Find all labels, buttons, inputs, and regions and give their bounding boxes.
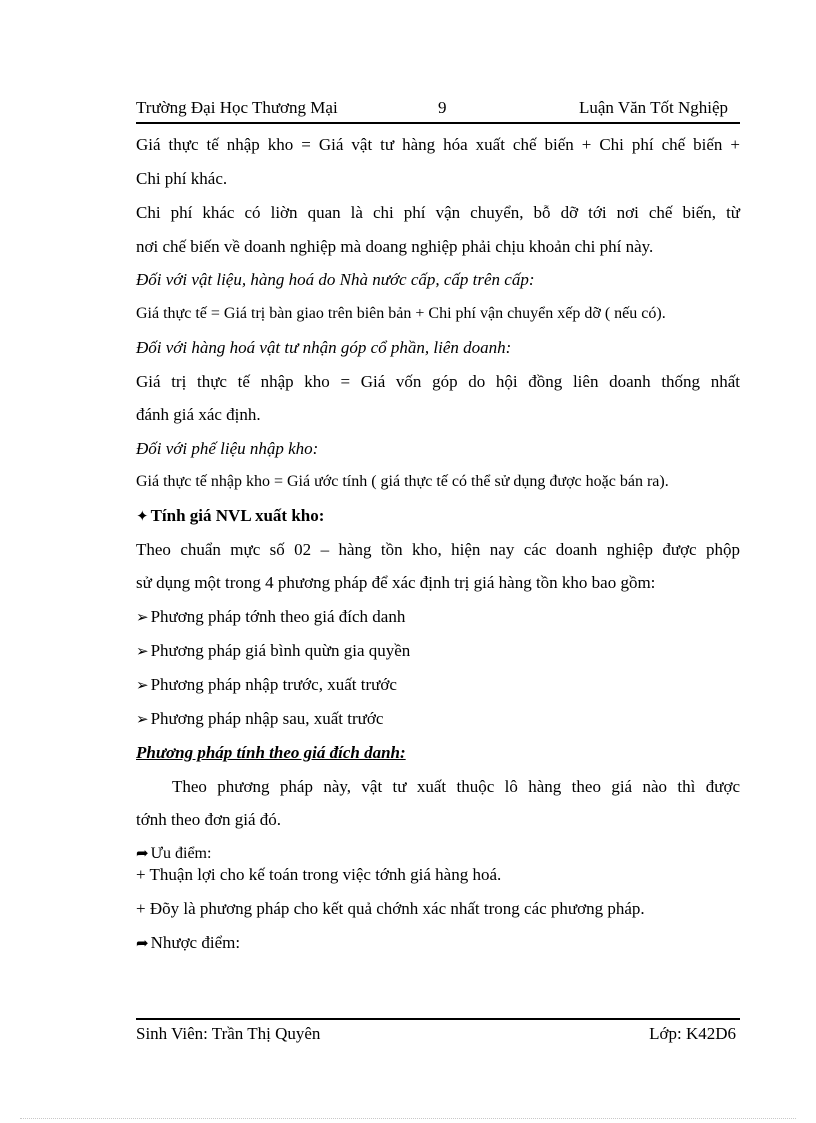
section-heading bbox=[136, 505, 740, 527]
body-line: đánh giá xác định. bbox=[136, 405, 261, 424]
header-school: Trường Đại Học Thương Mại bbox=[136, 98, 338, 117]
body-line: Theo chuẩn mực số 02 – hàng tồn kho, hiện nay các doanh nghiệp được phộp bbox=[136, 540, 740, 559]
body-line: Chi phí khác có liờn quan là chi phí vận chuyển, bỗ dỡ tới nơi chế biến, từ bbox=[136, 203, 740, 222]
section-heading-text: Tính giá NVL xuất kho: bbox=[150, 506, 325, 525]
body-line: tớnh theo đơn giá đó. bbox=[136, 810, 281, 829]
footer-class: Lớp: K42D6 bbox=[649, 1024, 736, 1043]
italic-subheading: Đối với vật liệu, hàng hoá do Nhà nước cấp, cấp trên cấp: bbox=[136, 270, 535, 289]
footer-rule bbox=[136, 1018, 740, 1020]
body-line: nơi chế biến về doanh nghiệp mà doang nghiệp phải chịu khoản chi phí này. bbox=[136, 237, 654, 256]
header-doc-type: Luận Văn Tốt Nghiệp bbox=[578, 98, 728, 117]
list-item bbox=[136, 674, 740, 696]
body-line: + Đõy là phương pháp cho kết quả chớnh xác nhất trong các phương pháp. bbox=[136, 899, 645, 918]
body-line: Giá thực tế = Giá trị bàn giao trên biên bản + Chi phí vận chuyển xếp dỡ ( nếu có). bbox=[136, 305, 666, 322]
arrowhead-bullet-icon: ➢ bbox=[136, 710, 149, 728]
page-header bbox=[136, 98, 740, 124]
italic-subheading: Đối với hàng hoá vật tư nhận góp cổ phần, liên doanh: bbox=[136, 338, 512, 357]
body-line: Giá thực tế nhập kho = Giá vật tư hàng hóa xuất chế biến + Chi phí chế biến + bbox=[136, 135, 740, 154]
body-line: Chi phí khác. bbox=[136, 169, 228, 188]
italic-subheading: Đối với phế liệu nhập kho: bbox=[136, 439, 319, 458]
arrowhead-bullet-icon: ➢ bbox=[136, 642, 149, 660]
advantages-label-text: Ưu điểm: bbox=[150, 845, 212, 862]
body-line: + Thuận lợi cho kế toán trong việc tớnh giá hàng hoá. bbox=[136, 865, 502, 884]
list-item bbox=[136, 708, 740, 730]
advantages-label bbox=[136, 842, 740, 865]
method-heading: Phương pháp tính theo giá đích danh: bbox=[136, 743, 406, 762]
list-item bbox=[136, 640, 740, 662]
footer-student: Sinh Viên: Trần Thị Quyên bbox=[136, 1024, 321, 1043]
header-page-number: 9 bbox=[438, 98, 447, 117]
list-item-text: Phương pháp tớnh theo giá đích danh bbox=[150, 607, 406, 626]
list-item-text: Phương pháp nhập sau, xuất trước bbox=[150, 709, 384, 728]
body-line: Giá trị thực tế nhập kho = Giá vốn góp do hội đồng liên doanh thống nhất bbox=[136, 372, 740, 391]
body-line: Giá thực tế nhập kho = Giá ước tính ( giá thực tế có thể sử dụng được hoặc bán ra). bbox=[136, 473, 669, 490]
arrowhead-bullet-icon: ➢ bbox=[136, 608, 149, 626]
body-line-indented: Theo phương pháp này, vật tư xuất thuộc lô hàng theo giá nào thì được bbox=[172, 777, 740, 796]
list-item-text: Phương pháp nhập trước, xuất trước bbox=[150, 675, 397, 694]
disadvantages-label-text: Nhược điểm: bbox=[150, 933, 241, 952]
curved-arrow-icon: ➦ bbox=[136, 934, 149, 952]
cross-bullet-icon: ✦ bbox=[136, 507, 149, 525]
disadvantages-label bbox=[136, 932, 740, 954]
arrowhead-bullet-icon: ➢ bbox=[136, 676, 149, 694]
curved-arrow-icon: ➦ bbox=[136, 844, 149, 862]
body-line: sử dụng một trong 4 phương pháp để xác định trị giá hàng tồn kho bao gồm: bbox=[136, 573, 656, 592]
list-item bbox=[136, 606, 740, 628]
page-bottom-dotted-edge bbox=[20, 1118, 796, 1119]
list-item-text: Phương pháp giá bình quừn gia quyền bbox=[150, 641, 411, 660]
